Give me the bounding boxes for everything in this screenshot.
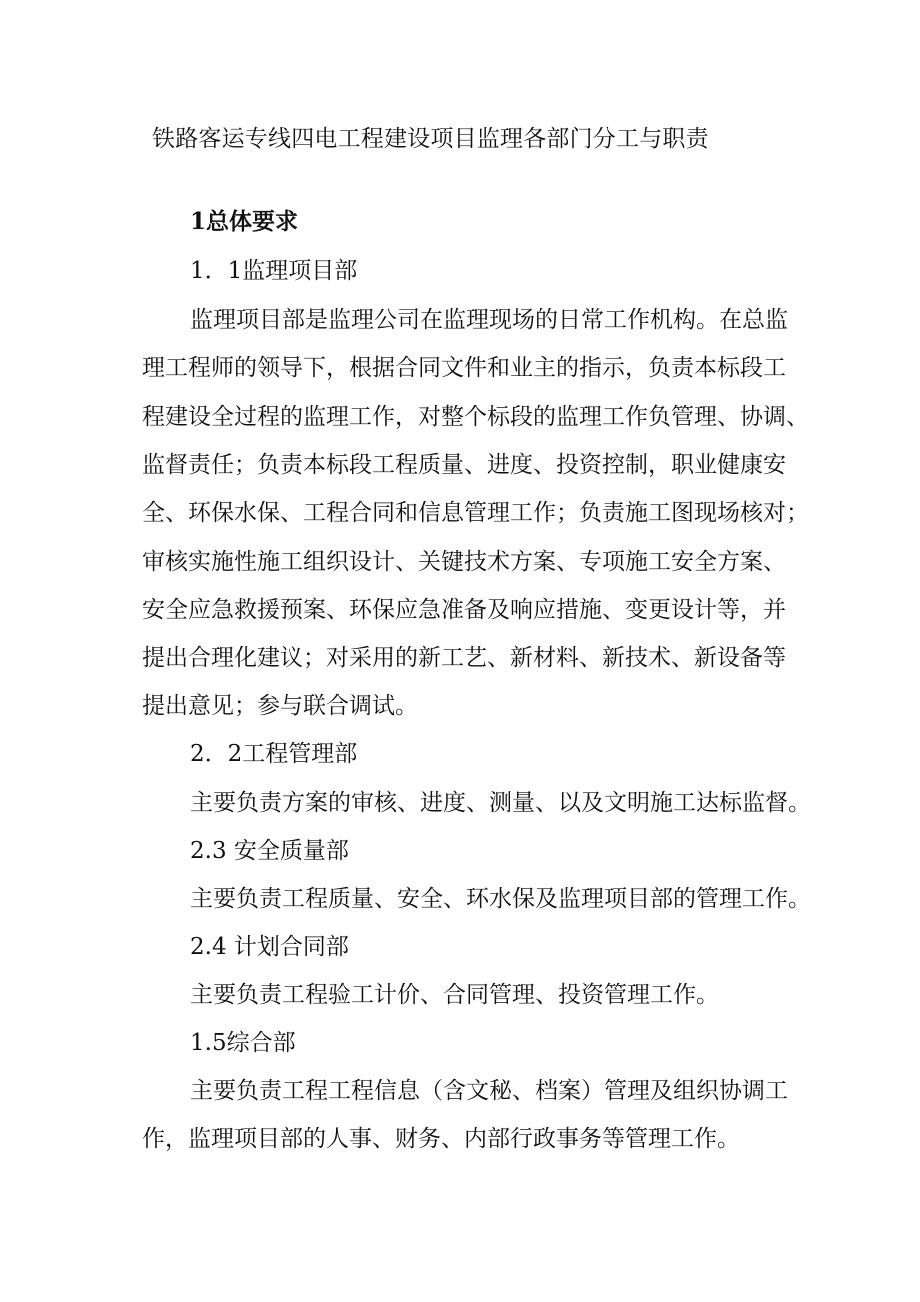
subsection-2-4-heading: 2.4 计划合同部 xyxy=(190,934,349,960)
subsection-2-3-paragraph: 主要负责工程质量、安全、环水保及监理项目部的管理工作。 xyxy=(190,886,811,912)
paragraph-line: 主要负责工程工程信息（含文秘、档案）管理及组织协调工 xyxy=(190,1078,788,1104)
subsection-2-3-heading: 2.3 安全质量部 xyxy=(190,838,349,864)
paragraph-line: 理工程师的领导下，根据合同文件和业主的指示，负责本标段工 xyxy=(142,355,786,381)
subsection-2-4-paragraph: 主要负责工程验工计价、合同管理、投资管理工作。 xyxy=(190,982,719,1008)
paragraph-line: 作，监理项目部的人事、财务、内部行政事务等管理工作。 xyxy=(142,1126,740,1152)
subsection-1-1-heading: 1．1监理项目部 xyxy=(190,258,358,284)
paragraph-line: 提出意见；参与联合调试。 xyxy=(142,693,418,719)
paragraph-line: 程建设全过程的监理工作，对整个标段的监理工作负管理、协调、 xyxy=(142,404,809,430)
paragraph-line: 监理项目部是监理公司在监理现场的日常工作机构。在总监 xyxy=(190,307,788,333)
subsection-2-2-heading: 2．2工程管理部 xyxy=(190,741,358,767)
document-title: 铁路客运专线四电工程建设项目监理各部门分工与职责 xyxy=(152,126,709,152)
paragraph-line: 安全应急救援预案、环保应急准备及响应措施、变更设计等，并 xyxy=(142,597,786,623)
subsection-1-5-heading: 1.5综合部 xyxy=(190,1030,296,1056)
paragraph-line: 审核实施性施工组织设计、关键技术方案、专项施工安全方案、 xyxy=(142,549,786,575)
section-1-heading: 1总体要求 xyxy=(190,208,299,235)
paragraph-line: 监督责任；负责本标段工程质量、进度、投资控制，职业健康安 xyxy=(142,452,786,478)
paragraph-line: 全、环保水保、工程合同和信息管理工作；负责施工图现场核对； xyxy=(142,500,809,526)
subsection-2-2-paragraph: 主要负责方案的审核、进度、测量、以及文明施工达标监督。 xyxy=(190,790,811,816)
paragraph-line: 提出合理化建议；对采用的新工艺、新材料、新技术、新设备等 xyxy=(142,645,786,671)
